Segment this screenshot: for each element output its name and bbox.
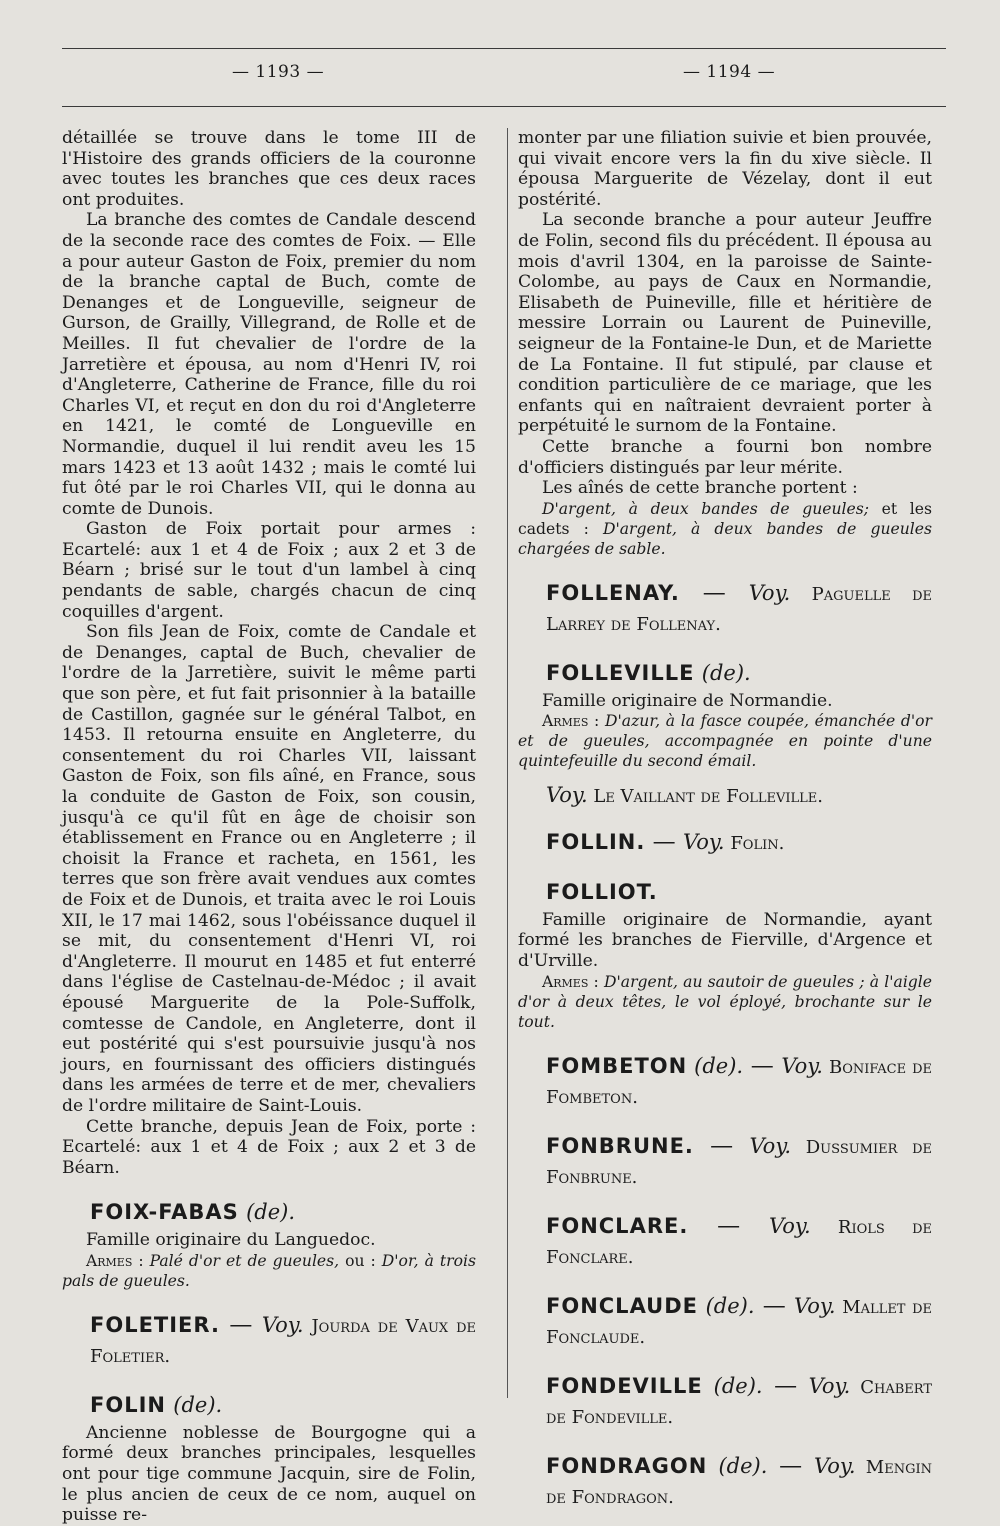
- paragraph: Cette branche a fourni bon nombre d'officiers distingués par leur mérite.: [518, 436, 932, 478]
- entry-name: FOLETIER.: [90, 1312, 220, 1337]
- entry-arms: Armes : Palé d'or et de gueules, ou : D'or, à trois pals de gueules.: [62, 1251, 477, 1290]
- entry-name: FONBRUNE.: [546, 1133, 694, 1158]
- entry-fonclare: [518, 1212, 932, 1272]
- entry-name: FOLLIOT.: [546, 879, 658, 904]
- voy-label: Voy.: [781, 1053, 823, 1078]
- arms-blazon: D'argent, au sautoir de gueules ; à l'aigle d'or à deux têtes, le vol éployé, brochante sur le tout.: [518, 972, 933, 1031]
- paragraph: monter par une filiation suivie et bien prouvée, qui vivait encore vers la fin du xive siècle. Il épousa Marguerite de Vézelay, dont il eut postérité.: [518, 128, 932, 210]
- entry-particle: (de).: [687, 1053, 744, 1078]
- entry-foletier: [62, 1311, 476, 1371]
- arms-blazon: Palé d'or et de gueules,: [149, 1251, 340, 1270]
- paragraph: Son fils Jean de Foix, comte de Candale et de Denanges, captal de Buch, chevalier de l'ordre de la Jarretière, suivit le même parti que son père, et fut fait prisonnier à la bataille de Castillon, gagnée sur le général Talbot, en 1453. Il retourna ensuite en Angleterre, du consentement du roi Charles VII, laissant Gaston de Foix, son fils aîné, en France, sous la conduite de Gaston de Foix, son cousin, jusqu'à ce qu'il fût en âge de choisir son établissement en France ou en Angleterre ; il choisit la France et racheta, en 1561, les terres que son frère avait vendues aux comtes de Foix et de Dunois, et traita avec le roi Louis XII, le 17 mai 1462, sous l'obéissance duquel il se mit, du consentement d'Henri VI, roi d'Angleterre. Il mourut en 1485 et fut enterré dans l'église de Castelnau-de-Médoc ; il avait épousé Marguerite de la Pole-Suffolk, comtesse de Candole, en Angleterre, dont il eut postérité qui s'est poursuivie jusqu'à nos jours, en fournissant des officiers distingués dans les armées de terre et de mer, chevaliers de l'ordre militaire de Saint-Louis.: [62, 622, 476, 1116]
- entry-fombeton: [518, 1052, 932, 1112]
- voy-label: Voy.: [546, 783, 588, 808]
- entry-fondragon: [518, 1452, 932, 1512]
- entry-particle: (de).: [698, 1293, 755, 1318]
- entry-name: FONCLARE.: [546, 1213, 689, 1238]
- entry-particle: (de).: [246, 1200, 296, 1225]
- paragraph: Cette branche, depuis Jean de Foix, porte : Ecartelé: aux 1 et 4 de Foix ; aux 2 et 3 de Béarn.: [62, 1116, 476, 1178]
- entry-heading: FONBRUNE. — Voy. Dussumier de Fonbrune.: [546, 1132, 932, 1188]
- arms-blazon-alt: D'argent, à deux bandes de gueules chargées de sable.: [518, 519, 932, 558]
- entry-heading: [518, 878, 932, 906]
- entry-name: FONCLAUDE: [546, 1293, 699, 1318]
- paragraph: Gaston de Foix portait pour armes : Ecartelé: aux 1 et 4 de Foix ; aux 2 et 3 de Béarn ; brisé sur le tout d'un lambel à cinq pendants de sable, chargés chacun de cinq coquilles d'argent.: [62, 519, 476, 622]
- arms-line: D'argent, à deux bandes de gueules; et les cadets : D'argent, à deux bandes de gueules chargées de sable.: [518, 499, 932, 558]
- column-divider: [507, 128, 508, 1398]
- voy-label: Voy.: [813, 1453, 856, 1478]
- entry-particle: (de).: [173, 1392, 223, 1417]
- entry-fonbrune: [518, 1132, 932, 1192]
- entry-heading: FOLLENAY. — Voy. Paguelle de Larrey de Follenay.: [546, 579, 932, 635]
- entry-arms: Armes : D'argent, au sautoir de gueules ; à l'aigle d'or à deux têtes, le vol éployé, brochante sur le tout.: [518, 972, 933, 1031]
- entry-origin: Famille originaire de Normandie.: [542, 690, 833, 711]
- entry-heading: FOMBETON (de). — Voy. Boniface de Fombeton.: [546, 1052, 933, 1108]
- voy-label: Voy.: [808, 1373, 851, 1398]
- paragraph: détaillée se trouve dans le tome III de l'Histoire des grands officiers de la couronne avec toutes les branches que ces deux races ont produites.: [62, 128, 476, 210]
- cross-reference: Chabert de Fondeville.: [546, 1376, 933, 1428]
- entry-heading: FONDEVILLE (de). — Voy. Chabert de Fondeville.: [546, 1372, 933, 1428]
- entry-heading: FOLETIER. — Voy. Jourda de Vaux de Foletier.: [90, 1311, 476, 1367]
- entry-name: FOMBETON: [546, 1053, 688, 1078]
- entry-particle: (de).: [702, 1373, 763, 1398]
- left-column: [62, 128, 477, 1526]
- entry-fondeville: [518, 1372, 932, 1432]
- entry-heading: FONCLARE. — Voy. Riols de Fonclare.: [546, 1212, 932, 1268]
- arms-blazon: D'argent, à deux bandes de gueules;: [542, 499, 870, 518]
- arms-label: Armes: [542, 972, 589, 991]
- arms-blazon-alt: D'or, à trois pals de gueules.: [62, 1251, 477, 1290]
- entry-fonclaude: [518, 1292, 932, 1352]
- paragraph: La seconde branche a pour auteur Jeuffre de Folin, second fils du précédent. Il épousa au mois d'avril 1304, en la paroisse de Sainte-Colombe, au pays de Caux en Normandie, Elisabeth de Puineville, fille et héritière de messire Lorrain ou Laurent de Puineville, seigneur de la Fontaine-le Dun, et de Mariette de La Fontaine. Il fut stipulé, par clause et condition particulière de ce mariage, que les enfants qui en naîtraient devraient porter à perpétuité le surnom de la Fontaine.: [518, 210, 932, 437]
- entry-name: FOLLEVILLE: [546, 660, 695, 685]
- entry-folin: [62, 1391, 476, 1526]
- entry-particle: (de).: [701, 660, 751, 685]
- arms-blazon: D'azur, à la fasce coupée, émanchée d'or et de gueules, accompagnée en pointe d'une quintefeuille du second émail.: [518, 712, 933, 771]
- cross-reference: Mengin de Fondragon.: [546, 1456, 932, 1508]
- entry-name: FOLLENAY.: [546, 580, 680, 605]
- cross-reference: Folin.: [724, 832, 785, 854]
- voy-label: Voy.: [748, 580, 791, 605]
- entry-name: FOLLIN.: [546, 829, 646, 854]
- entry-heading: [62, 1391, 476, 1419]
- cross-reference: Boniface de Fombeton.: [546, 1056, 933, 1108]
- cross-reference: Jourda de Vaux de Foletier.: [90, 1315, 476, 1367]
- paragraph: La branche des comtes de Candale descend de la seconde race des comtes de Foix. — Elle a pour auteur Gaston de Foix, premier du nom de la branche captal de Buch, comte de Denanges et de Longueville, seigneur de Gurson, de Grailly, Villegrand, de Rolle et de Meilles. Il fut chevalier de l'ordre de la Jarretière et épousa, au nom d'Henri IV, roi d'Angleterre, Catherine de France, fille du roi Charles VI, et reçut en don du roi d'Angleterre en 1421, le comté de Longueville en Normandie, duquel il lui rendit aveu les 15 mars 1423 et 13 août 1432 ; mais le comté lui fut ôté par le roi Charles VII, qui le donna au comte de Dunois.: [62, 210, 476, 519]
- right-column: [518, 128, 933, 1508]
- right-page-number: — 1194 —: [683, 62, 776, 82]
- entry-heading: FOLLIN. — Voy. Folin.: [546, 828, 785, 855]
- cross-reference: Dussumier de Fonbrune.: [546, 1136, 932, 1188]
- paragraph: Les aînés de cette branche portent :: [542, 478, 858, 499]
- cross-reference: Mallet de Fonclaude.: [546, 1296, 933, 1348]
- entry-origin: Famille originaire du Languedoc.: [86, 1230, 376, 1251]
- entry-heading: [518, 659, 932, 687]
- voy-label: Voy.: [793, 1293, 836, 1318]
- entry-folliot: [518, 878, 932, 1032]
- entry-heading: [62, 1198, 476, 1226]
- cross-reference: Paguelle de Larrey de Follenay.: [546, 583, 932, 635]
- entry-name: FONDRAGON: [546, 1453, 708, 1478]
- entry-heading: FONDRAGON (de). — Voy. Mengin de Fondragon.: [546, 1452, 932, 1508]
- entry-arms: Armes : D'azur, à la fasce coupée, émanchée d'or et de gueules, accompagnée en pointe d'une quintefeuille du second émail.: [518, 712, 933, 771]
- header-rule: [62, 106, 946, 107]
- voy-label: Voy.: [749, 1133, 792, 1158]
- entry-folleville: [518, 659, 932, 808]
- entry-name: FOLIN: [90, 1392, 166, 1417]
- voy-label: Voy.: [261, 1312, 304, 1337]
- entry-origin: Famille originaire de Normandie, ayant formé les branches de Fierville, d'Argence et d'Urville.: [518, 909, 932, 972]
- entry-cross-reference: [518, 785, 932, 808]
- arms-label: Armes: [86, 1251, 133, 1270]
- entry-name: FONDEVILLE: [546, 1373, 703, 1398]
- entry-name: FOIX-FABAS: [90, 1200, 239, 1225]
- left-page-number: — 1193 —: [232, 62, 325, 82]
- arms-label: Armes: [542, 712, 589, 731]
- cross-reference: Riols de Fonclare.: [546, 1216, 932, 1268]
- entry-follin: [518, 828, 932, 858]
- entry-text: Ancienne noblesse de Bourgogne qui a formé deux branches principales, lesquelles ont pour tige commune Jacquin, sire de Folin, le plus ancien de ceux de ce nom, auquel on puisse re-: [62, 1422, 476, 1526]
- voy-label: Voy.: [682, 829, 725, 854]
- top-rule: [62, 48, 946, 49]
- entry-foix-fabas: [62, 1198, 476, 1291]
- entry-follenay: [518, 579, 932, 639]
- entry-heading: FONCLAUDE (de). — Voy. Mallet de Fonclaude.: [546, 1292, 933, 1348]
- voy-label: Voy.: [769, 1213, 811, 1238]
- cross-reference: Le Vaillant de Folleville.: [587, 786, 824, 808]
- entry-particle: (de).: [707, 1453, 768, 1478]
